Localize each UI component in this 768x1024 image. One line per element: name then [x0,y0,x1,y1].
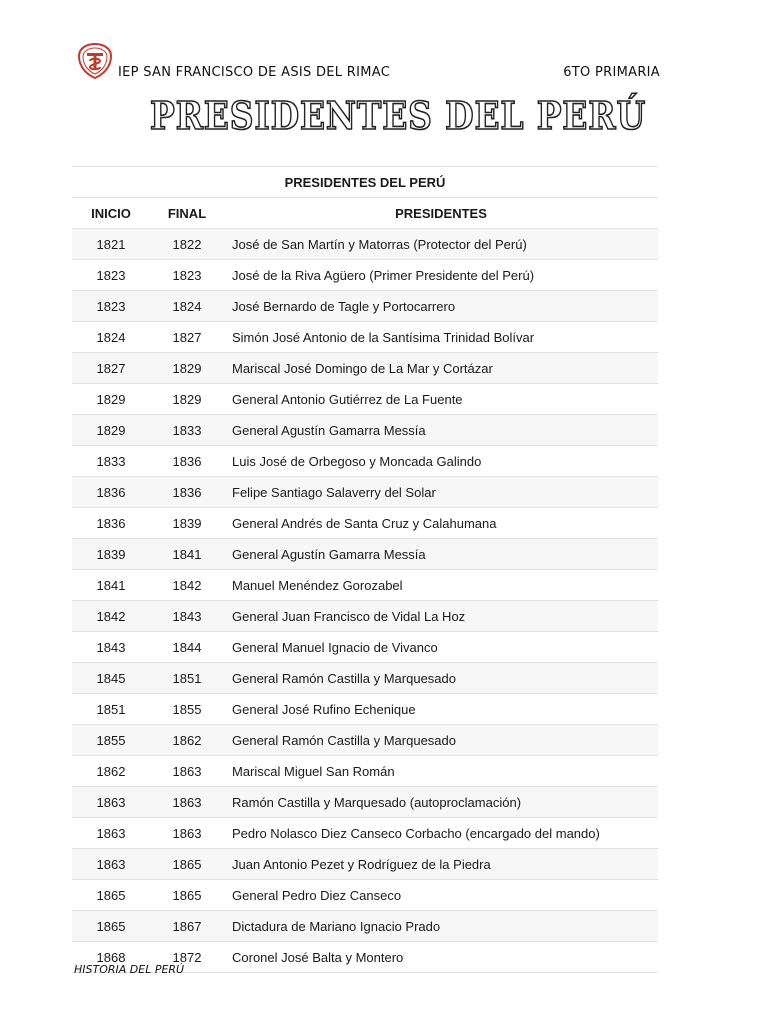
cell-final: 1865 [172,887,202,903]
cell-final: 1863 [172,763,202,779]
table-row [72,508,658,539]
table-row [72,353,658,384]
cell-final: 1839 [172,515,202,531]
cell-final: 1822 [172,236,202,252]
cell-inicio: 1865 [96,887,126,903]
table-row [72,849,658,880]
school-crest-icon [76,42,114,80]
cell-presidente: Felipe Santiago Salaverry del Solar [232,484,436,500]
cell-presidente: José de San Martín y Matorras (Protector del Perú) [232,236,527,252]
cell-final: 1863 [172,825,202,841]
cell-inicio: 1821 [96,236,126,252]
cell-inicio: 1841 [96,577,126,593]
table-row [72,787,658,818]
table-row [72,229,658,260]
cell-presidente: General Ramón Castilla y Marquesado [232,732,456,748]
cell-presidente: General Manuel Ignacio de Vivanco [232,639,438,655]
cell-final: 1865 [172,856,202,872]
cell-final: 1844 [172,639,202,655]
cell-final: 1836 [172,453,202,469]
cell-inicio: 1827 [96,360,126,376]
cell-final: 1842 [172,577,202,593]
cell-final: 1829 [172,360,202,376]
cell-presidente: Ramón Castilla y Marquesado (autoproclamación) [232,794,522,810]
cell-inicio: 1863 [96,794,126,810]
cell-presidente: Mariscal José Domingo de La Mar y Cortázar [232,360,493,376]
table-row [72,632,658,663]
cell-final: 1867 [172,918,202,934]
column-header-final: FINAL [167,205,207,221]
cell-inicio: 1824 [96,329,126,345]
page-title [146,92,650,138]
page-header [76,42,660,82]
cell-presidente: Mariscal Miguel San Román [232,763,395,779]
cell-final: 1841 [172,546,202,562]
cell-inicio: 1836 [96,515,126,531]
cell-presidente: General Agustín Gamarra Messía [232,422,426,438]
cell-inicio: 1868 [96,949,126,965]
cell-presidente: General Juan Francisco de Vidal La Hoz [232,608,466,624]
table-row [72,477,658,508]
cell-final: 1833 [172,422,202,438]
cell-final: 1823 [172,267,202,283]
cell-final: 1855 [172,701,202,717]
cell-presidente: General José Rufino Echenique [232,701,416,717]
table-row [72,694,658,725]
cell-presidente: Simón José Antonio de la Santísima Trinidad Bolívar [232,329,535,345]
cell-final: 1827 [172,329,202,345]
cell-inicio: 1833 [96,453,126,469]
cell-inicio: 1829 [96,422,126,438]
table-caption-row [72,167,658,198]
table-row [72,260,658,291]
cell-presidente: Pedro Nolasco Diez Canseco Corbacho (encargado del mando) [232,825,600,841]
table-row [72,415,658,446]
cell-final: 1843 [172,608,202,624]
table-row [72,291,658,322]
cell-inicio: 1863 [96,856,126,872]
column-header-inicio: INICIO [91,205,131,221]
cell-presidente: General Antonio Gutiérrez de La Fuente [232,391,463,407]
cell-inicio: 1839 [96,546,126,562]
cell-inicio: 1836 [96,484,126,500]
footer-text: HISTORIA DEL PERÚ [74,963,185,976]
cell-presidente: General Ramón Castilla y Marquesado [232,670,456,686]
cell-inicio: 1829 [96,391,126,407]
cell-inicio: 1842 [96,608,126,624]
cell-presidente: Luis José de Orbegoso y Moncada Galindo [232,453,482,469]
table-row [72,446,658,477]
cell-presidente: General Pedro Diez Canseco [232,887,402,903]
cell-presidente: José de la Riva Agüero (Primer Presidente del Perú) [232,267,535,283]
cell-final: 1836 [172,484,202,500]
cell-presidente: Coronel José Balta y Montero [232,949,404,965]
cell-inicio: 1865 [96,918,126,934]
cell-presidente: José Bernardo de Tagle y Portocarrero [232,298,456,314]
school-name: IEP SAN FRANCISCO DE ASIS DEL RIMAC [118,65,391,80]
presidents-table [72,166,658,973]
table-header-row [72,198,658,229]
page-title-text: PRESIDENTES DEL PERÚ [150,93,646,138]
cell-final: 1824 [172,298,202,314]
table-row [72,725,658,756]
table-row [72,663,658,694]
cell-final: 1862 [172,732,202,748]
cell-inicio: 1862 [96,763,126,779]
table-row [72,818,658,849]
cell-inicio: 1845 [96,670,126,686]
cell-inicio: 1823 [96,298,126,314]
table-row [72,880,658,911]
column-header-presidentes: PRESIDENTES [395,205,487,221]
table-row [72,911,658,942]
cell-presidente: Juan Antonio Pezet y Rodríguez de la Piedra [232,856,491,872]
table-row [72,601,658,632]
cell-presidente: Dictadura de Mariano Ignacio Prado [232,918,441,934]
table-row [72,570,658,601]
table-row [72,322,658,353]
cell-inicio: 1851 [96,701,126,717]
cell-presidente: General Agustín Gamarra Messía [232,546,426,562]
table-row [72,384,658,415]
cell-inicio: 1855 [96,732,126,748]
table-caption: PRESIDENTES DEL PERÚ [284,174,446,190]
cell-final: 1863 [172,794,202,810]
cell-inicio: 1843 [96,639,126,655]
cell-final: 1872 [172,949,202,965]
grade-label: 6TO PRIMARIA [563,65,660,80]
cell-inicio: 1863 [96,825,126,841]
table-row [72,539,658,570]
cell-final: 1829 [172,391,202,407]
table-row [72,756,658,787]
cell-final: 1851 [172,670,202,686]
cell-inicio: 1823 [96,267,126,283]
cell-presidente: General Andrés de Santa Cruz y Calahumana [232,515,497,531]
cell-presidente: Manuel Menéndez Gorozabel [232,577,403,593]
